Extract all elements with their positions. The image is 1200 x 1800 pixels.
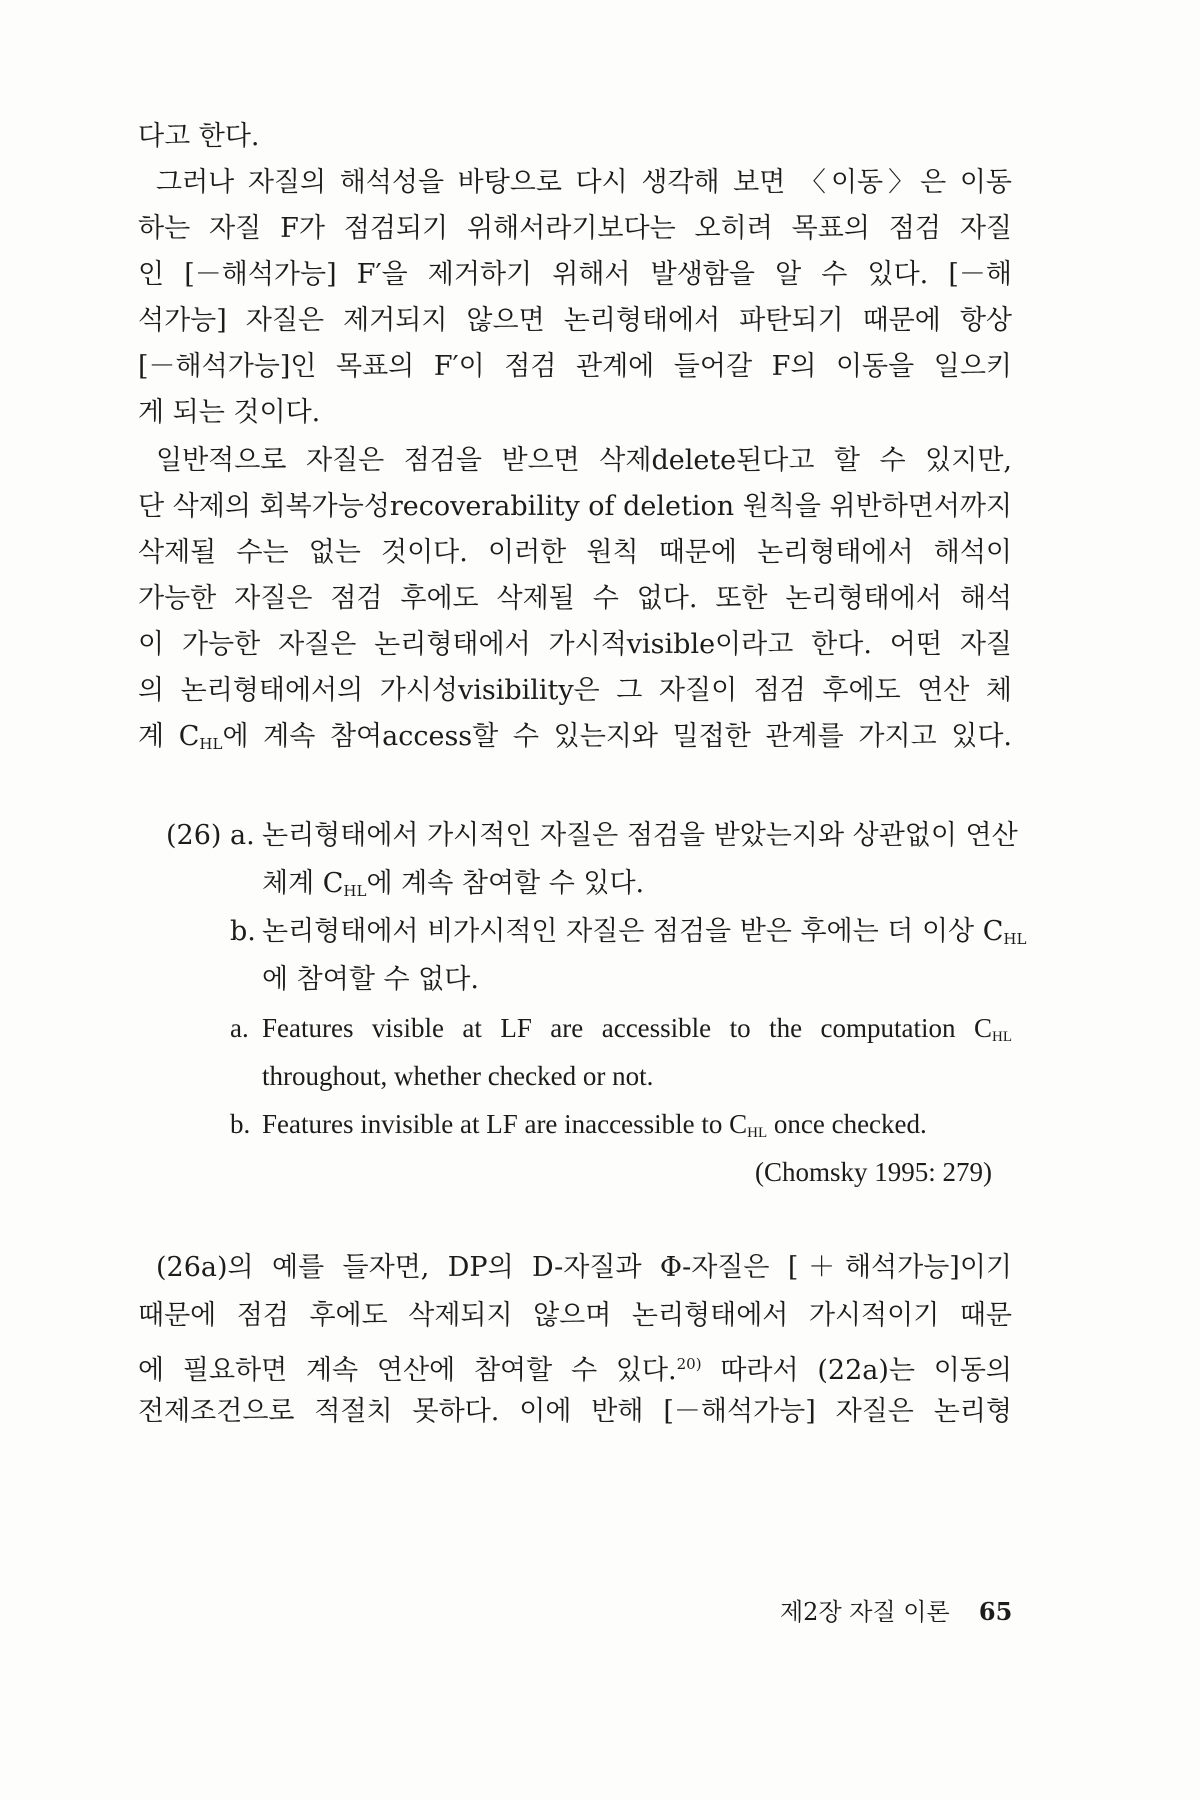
example-line: throughout, whether checked or not. (262, 1061, 654, 1091)
text-span: 따라서 (22a)는 이동의 (701, 1355, 1013, 1386)
paragraph-line: 이 가능한 자질은 논리형태에서 가시적visible이라고 한다. 어떤 자질 (138, 629, 1012, 660)
paragraph-line: 단 삭제의 회복가능성recoverability of deletion 원칙을 위반하면서까지 (138, 491, 1013, 522)
paragraph-line: [－해석가능]인 목표의 F′이 점검 관계에 들어갈 F의 이동을 일으키 (138, 351, 1012, 382)
paragraph-line: 의 논리형태에서의 가시성visibility은 그 자질이 점검 후에도 연산 체 (138, 675, 1012, 706)
example-line: 논리형태에서 가시적인 자질은 점검을 받았는지와 상관없이 연산 (262, 820, 1018, 851)
paragraph-line: 때문에 점검 후에도 삭제되지 않으며 논리형태에서 가시적이기 때문 (138, 1300, 1012, 1331)
text-span: once checked. (767, 1109, 927, 1139)
example-line (262, 912, 1027, 952)
example-label: b. (230, 1109, 251, 1139)
example-label: b. (230, 916, 256, 947)
text-span: 에 계속 참여할 수 있다. (366, 868, 645, 899)
text-span: 계 C (138, 721, 200, 752)
paragraph-line: 석가능] 자질은 제거되지 않으면 논리형태에서 파탄되기 때문에 항상 (138, 305, 1012, 336)
subscript: HL (747, 1125, 768, 1141)
example-line (262, 864, 1012, 904)
example-label: a. (230, 1013, 249, 1043)
example-line (262, 1008, 1012, 1048)
subscript: HL (199, 735, 223, 753)
paragraph-line: 삭제될 수는 없는 것이다. 이러한 원칙 때문에 논리형태에서 해석이 (138, 537, 1012, 568)
text-span: 에 필요하면 계속 연산에 참여할 수 있다. (138, 1355, 677, 1386)
paragraph-line: 하는 자질 F가 점검되기 위해서라기보다는 오히려 목표의 점검 자질 (138, 213, 1012, 244)
subscript: HL (992, 1029, 1012, 1045)
paragraph-line: 게 되는 것이다. (138, 397, 321, 428)
page-footer (780, 1592, 1012, 1632)
paragraph-line (138, 717, 1012, 757)
paragraph-line: 가능한 자질은 점검 후에도 삭제될 수 없다. 또한 논리형태에서 해석 (138, 583, 1012, 614)
subscript: HL (343, 882, 367, 900)
subscript: HL (1003, 930, 1027, 948)
example-number: (26) (166, 820, 222, 851)
example-line: 에 참여할 수 없다. (262, 964, 479, 995)
text-span: 에 계속 참여access할 수 있는지와 밀접한 관계를 가지고 있다. (222, 721, 1013, 752)
footnote-marker[interactable]: 20) (676, 1355, 702, 1373)
running-head: 제2장 자질 이론 (780, 1598, 950, 1626)
text-span: Features invisible at LF are inaccessible to C (262, 1109, 748, 1139)
paragraph-line: 다고 한다. (138, 121, 260, 152)
text-span: 체계 C (262, 868, 344, 899)
paragraph-line: 일반적으로 자질은 점검을 받으면 삭제delete된다고 할 수 있지만, (156, 445, 1012, 476)
example-label: a. (230, 820, 255, 851)
paragraph-line: 그러나 자질의 해석성을 바탕으로 다시 생각해 보면 〈이동〉은 이동 (156, 167, 1012, 198)
paragraph-line: 인 [－해석가능] F′을 제거하기 위해서 발생함을 알 수 있다. [－해 (138, 259, 1012, 290)
paragraph-line: (26a)의 예를 들자면, DP의 D-자질과 Φ-자질은 [＋해석가능]이기 (156, 1252, 1012, 1283)
text-span: 논리형태에서 비가시적인 자질은 점검을 받은 후에는 더 이상 C (262, 916, 1004, 947)
example-source: (Chomsky 1995: 279) (754, 1157, 992, 1187)
paragraph-line: 전제조건으로 적절치 못하다. 이에 반해 [－해석가능] 자질은 논리형 (138, 1396, 1012, 1427)
text-span: Features visible at LF are accessible to the computation C (262, 1013, 992, 1043)
example-line (262, 1104, 1012, 1144)
page-number: 65 (978, 1597, 1013, 1626)
paragraph-line (138, 1344, 1012, 1384)
